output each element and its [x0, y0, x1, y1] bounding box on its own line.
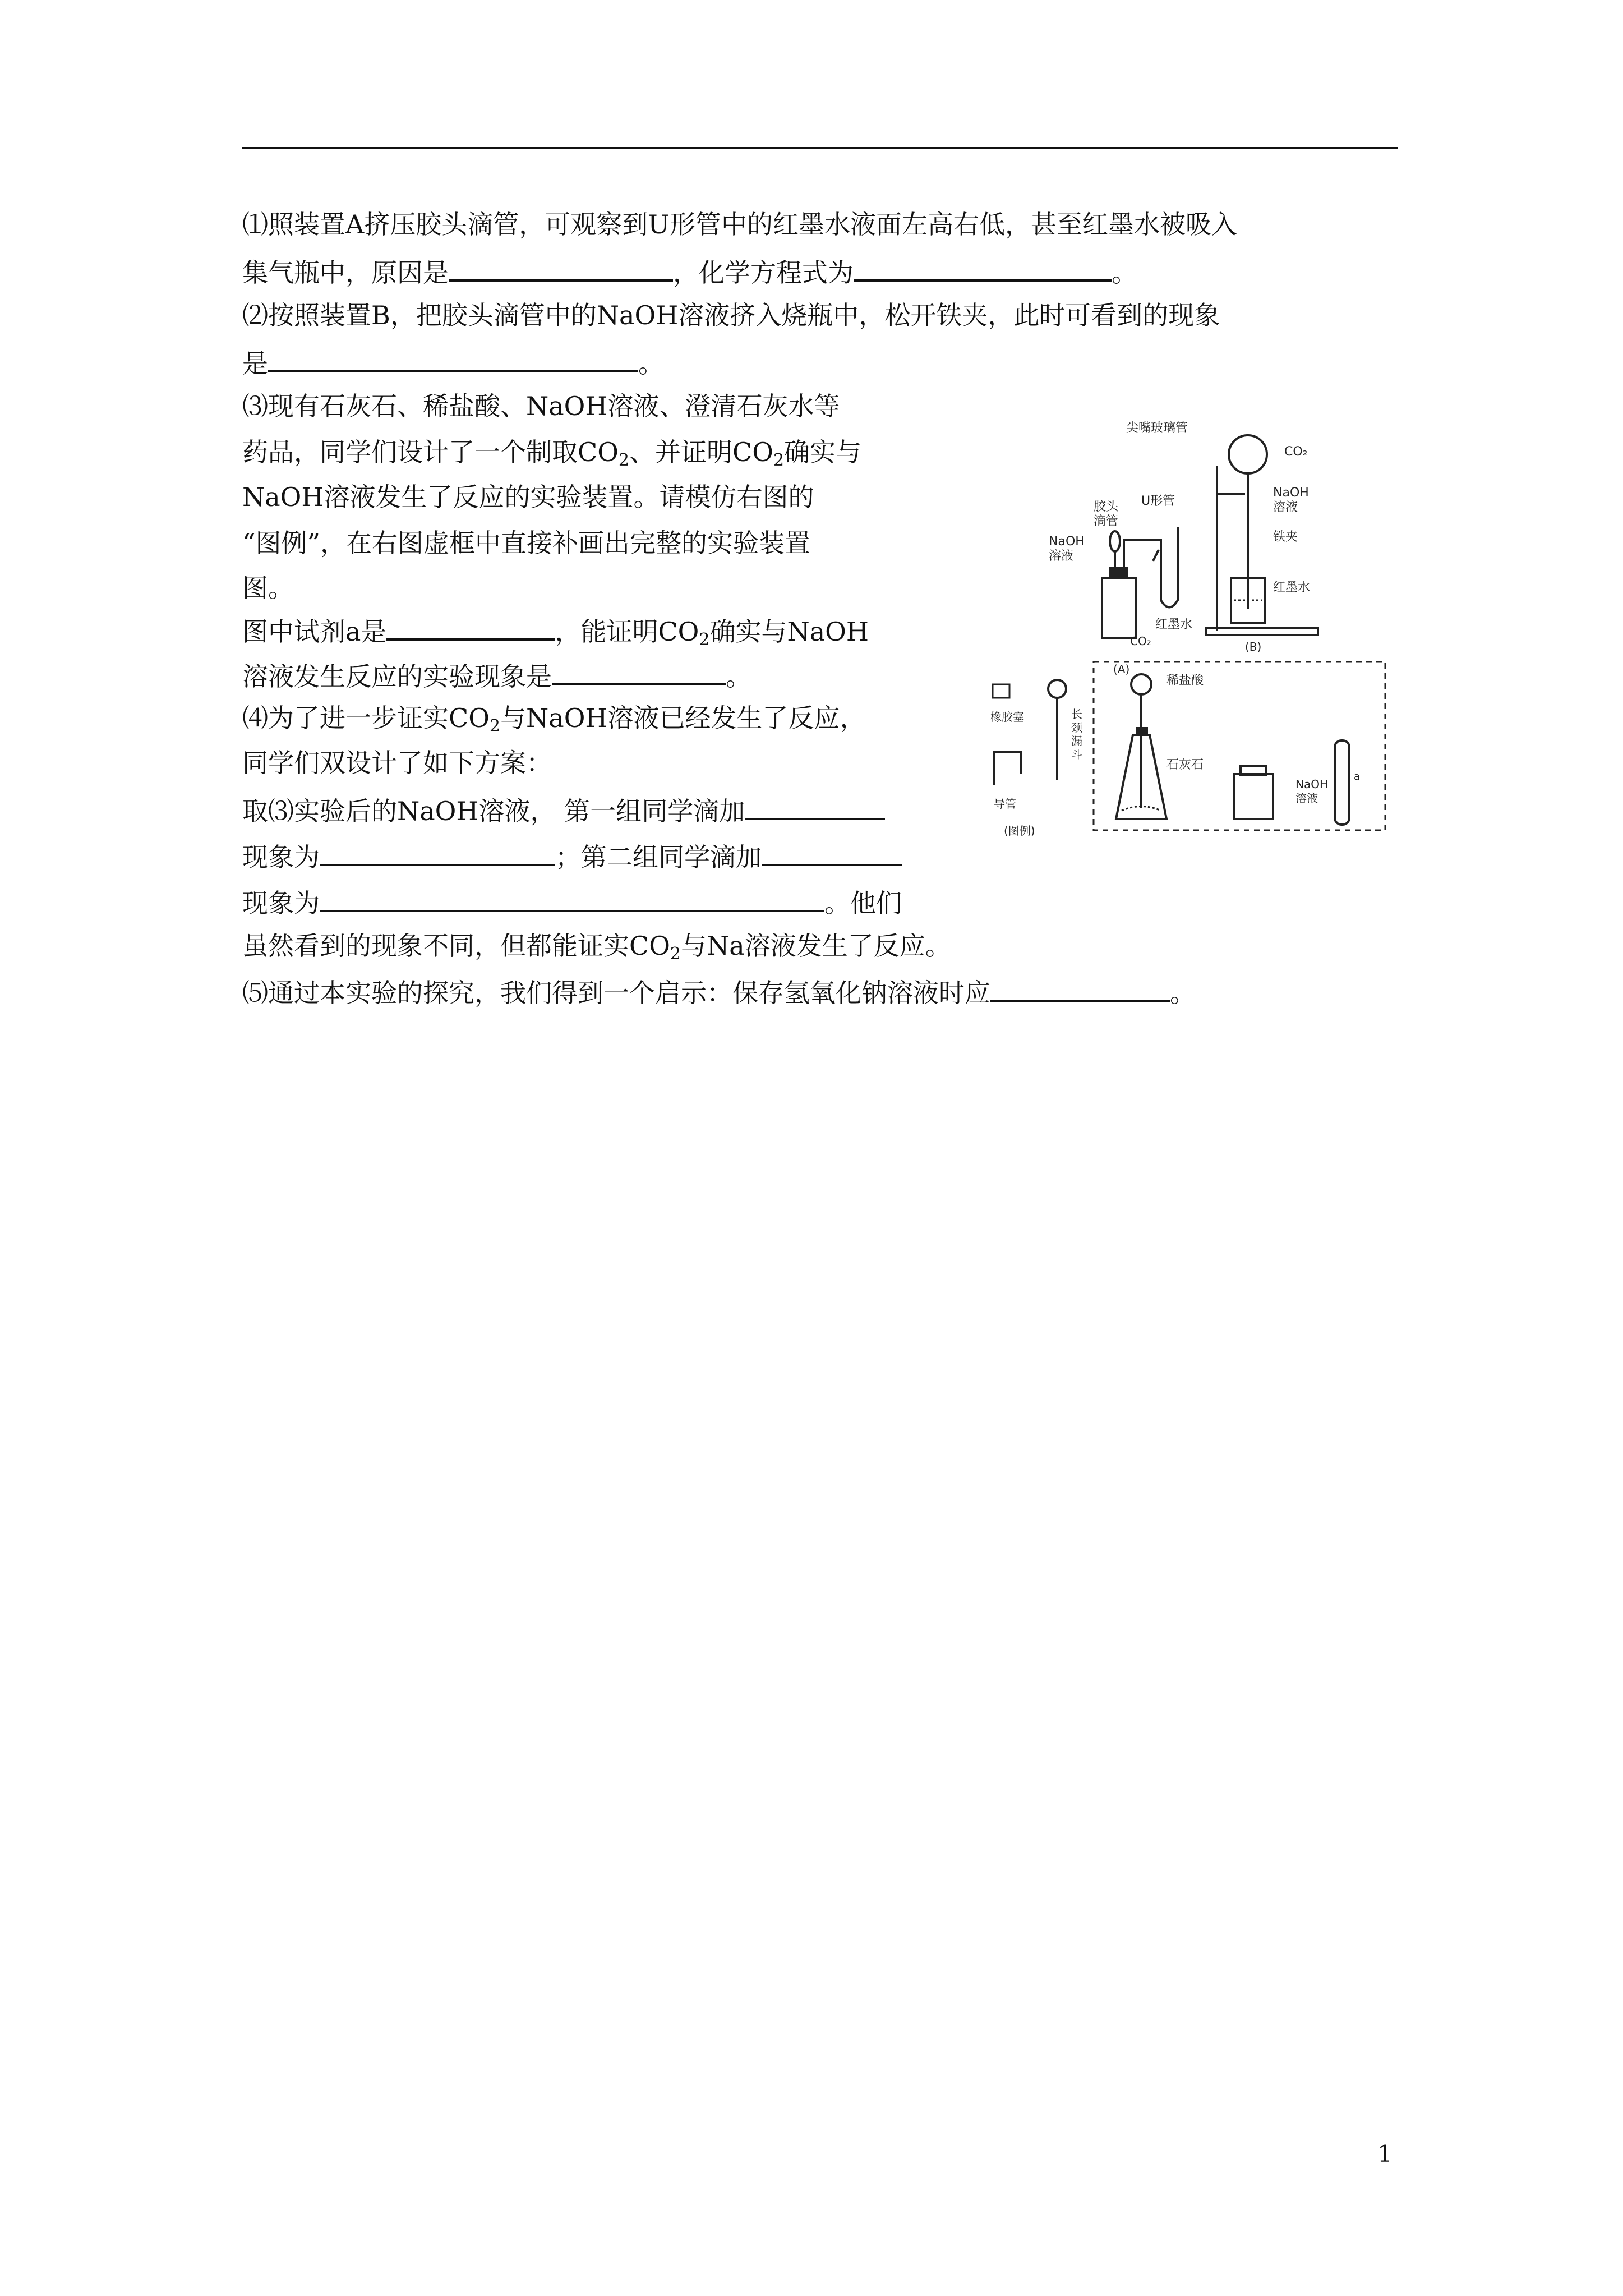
u-tube-label: U形管 — [1141, 494, 1175, 508]
apparatus-b-label: (B) — [1245, 640, 1262, 654]
limestone-pieces — [1122, 807, 1161, 811]
q4-line1: ⑷为了进一步证实$CO_2$与NaOH溶液已经发生了反应， — [242, 703, 866, 736]
dropper-label-1: 胶头 — [1094, 500, 1119, 514]
q3-line7: 溶液发生反应的实验现象是 。 — [242, 657, 751, 693]
legend-label: (图例) — [1004, 824, 1035, 838]
collection-bottle-a — [1102, 578, 1136, 638]
rubber-stopper-label: 橡胶塞 — [990, 710, 1024, 724]
stand-base — [1206, 628, 1318, 635]
dilute-hcl-label: 稀盐酸 — [1166, 674, 1204, 688]
funnel-label-3: 漏 — [1071, 734, 1082, 748]
solution-label-b: 溶液 — [1273, 500, 1298, 514]
conduit-icon — [994, 752, 1021, 785]
funnel-label-1: 长 — [1071, 707, 1082, 721]
apparatus-figure — [981, 415, 1391, 841]
q4-line3: 取⑶实验后的NaOH溶液， 第一组同学滴加 — [242, 792, 885, 828]
q3-line2: 药品，同学们设计了一个制取$CO_2$、并证明$CO_2$确实与 — [242, 437, 862, 470]
drawing-frame — [1094, 662, 1385, 830]
q1-line2: 集气瓶中，原因是 ，化学方程式为 。 — [242, 254, 1137, 289]
u-tube — [1124, 527, 1178, 608]
funnel-icon — [1048, 680, 1066, 698]
rubber-stopper-icon — [993, 684, 1009, 698]
q3-line3: NaOH溶液发生了反应的实验装置。请模仿右图的 — [242, 482, 814, 512]
naoh-label-a: NaOH — [1049, 535, 1085, 549]
flask-stopper — [1136, 727, 1148, 736]
round-flask — [1229, 435, 1267, 473]
q1-equation-blank[interactable] — [854, 254, 1112, 282]
q4-line6: 虽然看到的现象不同，但都能证实$CO_2$与Na溶液发生了反应。 — [242, 931, 951, 964]
q4-group2-reagent-blank[interactable] — [762, 838, 902, 866]
q5-line1: ⑸通过本实验的探究，我们得到一个启示：保存氢氧化钠溶液时应 。 — [242, 974, 1196, 1010]
q3-line5: 图。 — [242, 573, 294, 603]
solution-label-a: 溶液 — [1049, 549, 1074, 563]
funnel-label-4: 斗 — [1071, 748, 1082, 761]
tip-glass-tube-label: 尖嘴玻璃管 — [1126, 421, 1188, 435]
dropper-bulb — [1110, 531, 1120, 551]
stopper-a — [1109, 567, 1128, 579]
q1-reason-blank[interactable] — [449, 254, 673, 282]
solution-label-c: 溶液 — [1295, 792, 1318, 805]
dropper-label-2: 滴管 — [1094, 514, 1119, 528]
q4-line5: 现象为 。他们 — [242, 884, 902, 920]
q4-line4: 现象为 ；第二组同学滴加 — [242, 838, 902, 874]
funnel-drawn — [1131, 674, 1151, 694]
apparatus-a — [1049, 494, 1192, 676]
apparatus-a-label: (A) — [1113, 662, 1130, 676]
header-rule — [242, 147, 1398, 149]
q4-group1-phenomenon-blank[interactable] — [320, 838, 555, 866]
limestone-label: 石灰石 — [1166, 758, 1204, 772]
funnel-label-2: 颈 — [1071, 721, 1082, 734]
q2-phenomenon-blank[interactable] — [268, 344, 638, 372]
dashed-drawing-box — [1094, 662, 1385, 830]
q2-line1: ⑵按照装置B，把胶头滴管中的NaOH溶液挤入烧瓶中，松开铁夹，此时可看到的现象 — [242, 300, 1220, 330]
q2-line2: 是 。 — [242, 344, 664, 380]
reagent-a-label: a — [1354, 771, 1361, 783]
red-ink-label-b: 红墨水 — [1273, 581, 1311, 595]
naoh-label-c: NaOH — [1295, 777, 1328, 791]
q3-phenomenon-blank[interactable] — [552, 657, 726, 685]
q4-group2-phenomenon-blank[interactable] — [320, 884, 824, 912]
naoh-label-b: NaOH — [1273, 486, 1309, 500]
co2-label-a: CO₂ — [1130, 634, 1151, 648]
q3-line6: 图中试剂a是 ，能证明$CO_2$确实与NaOH — [242, 613, 869, 657]
red-ink-label-a: 红墨水 — [1155, 618, 1193, 632]
q5-storage-blank[interactable] — [990, 974, 1170, 1002]
co2-label-b: CO₂ — [1284, 445, 1308, 459]
legend — [990, 680, 1083, 838]
page-number: 1 — [1377, 2140, 1393, 2168]
q3-line4: “图例”，在右图虚框中直接补画出完整的实验装置 — [242, 528, 811, 558]
q4-line2: 同学们双设计了如下方案： — [242, 748, 552, 778]
q1-line1: ⑴照装置A挤压胶头滴管，可观察到U形管中的红墨水液面左高右低，甚至红墨水被吸入 — [242, 209, 1237, 240]
iron-clamp-label: 铁夹 — [1273, 530, 1298, 544]
conduit-label: 导管 — [994, 797, 1016, 811]
q3-reagent-a-blank[interactable] — [386, 613, 555, 641]
q4-group1-reagent-blank[interactable] — [745, 792, 885, 820]
q3-line1: ⑶现有石灰石、稀盐酸、NaOH溶液、澄清石灰水等 — [242, 391, 840, 421]
wide-bottle — [1234, 774, 1273, 819]
u-tube-pointer — [1153, 550, 1159, 561]
test-tube — [1335, 740, 1349, 825]
